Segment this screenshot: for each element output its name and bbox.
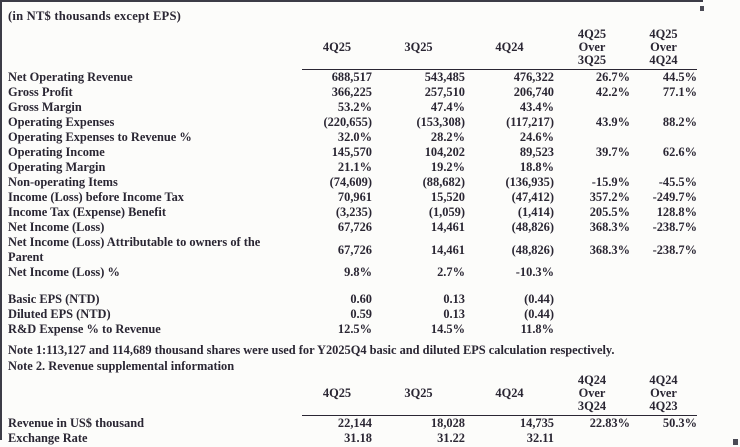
table1-value-cell: (47,412) xyxy=(511,190,554,204)
table1-row-label: Net Income (Loss) % xyxy=(8,265,120,279)
table1-row-label: Basic EPS (NTD) xyxy=(8,292,100,306)
table1-value-cell: 476,322 xyxy=(513,70,554,84)
table2-value-cell: 31.18 xyxy=(344,431,372,445)
revenue-supplemental-table xyxy=(8,374,740,446)
table1-value-cell: 15,520 xyxy=(430,190,465,204)
table1-col-header: 4Q25 Over 3Q25 xyxy=(554,28,630,70)
table1-row-label: Gross Margin xyxy=(8,100,82,114)
table2-col-header: 4Q24 Over 3Q24 xyxy=(554,374,630,416)
quarterly-results-table xyxy=(8,28,740,337)
table1-value-cell: 368.3% xyxy=(589,220,630,234)
table1-value-cell: 47.4% xyxy=(430,100,465,114)
table2-row-label: Exchange Rate xyxy=(8,431,88,445)
table1-row-label: Operating Income xyxy=(8,145,105,159)
table1-value-cell: 145,570 xyxy=(331,145,372,159)
table1-value-cell: 104,202 xyxy=(424,145,465,159)
table1-value-cell: 28.2% xyxy=(430,130,465,144)
table1-value-cell: 77.1% xyxy=(662,85,697,99)
table1-value-cell: -10.3% xyxy=(515,265,554,279)
table1-value-cell: 2.7% xyxy=(437,265,465,279)
table1-row-label: Gross Profit xyxy=(8,85,73,99)
table1-spacer-row xyxy=(8,280,740,292)
table1-row xyxy=(8,292,697,307)
table2-value-cell: 31.22 xyxy=(437,431,465,445)
table1-value-cell: 67,726 xyxy=(337,242,372,257)
table1-row xyxy=(8,205,697,220)
table1-value-cell: 42.2% xyxy=(595,85,630,99)
table1-row-label: Income (Loss) before Income Tax xyxy=(8,190,184,204)
table1-value-cell: 14,461 xyxy=(430,242,465,257)
table1-row-label: Operating Margin xyxy=(8,160,106,174)
table2-header-row xyxy=(8,374,697,416)
table1-row-label: R&D Expense % to Revenue xyxy=(8,322,161,336)
table2-col-header: 4Q24 Over 4Q23 xyxy=(630,374,697,416)
table2-col-header: 4Q25 xyxy=(302,374,372,416)
scan-artifact-mark xyxy=(733,439,738,445)
table1-value-cell: 14.5% xyxy=(430,322,465,336)
table2-value-cell: 22.83% xyxy=(589,416,630,430)
table1-row-label: Net Income (Loss) xyxy=(8,220,105,234)
table2-row-label: Revenue in US$ thousand xyxy=(8,416,144,430)
table1-header-row xyxy=(8,28,697,70)
table1-row-label: Operating Expenses xyxy=(8,115,115,129)
table2-value-cell: 32.11 xyxy=(526,431,554,445)
table2-value-cell: 50.3% xyxy=(662,416,697,430)
table1-value-cell: 18.8% xyxy=(519,160,554,174)
table1-row xyxy=(8,307,697,322)
table1-value-cell: 53.2% xyxy=(337,100,372,114)
table1-value-cell: -238.7% xyxy=(652,242,697,257)
table1-value-cell: (136,935) xyxy=(505,175,554,189)
table1-value-cell: 32.0% xyxy=(337,130,372,144)
table1-value-cell: 368.3% xyxy=(589,242,630,257)
table1-row xyxy=(8,145,697,160)
table1-row-label: Net Income (Loss) Attributable to owners of the Parent xyxy=(8,235,261,264)
table2-col-header: 4Q24 xyxy=(465,374,554,416)
footnotes xyxy=(8,343,740,374)
table1-row xyxy=(8,175,697,190)
table1-value-cell: 44.5% xyxy=(662,70,697,84)
table1-row xyxy=(8,130,697,145)
table1-value-cell: 688,517 xyxy=(331,70,372,84)
table1-value-cell: -45.5% xyxy=(658,175,697,189)
table1-value-cell: 205.5% xyxy=(589,205,630,219)
table1-col-header: 4Q25 Over 4Q24 xyxy=(630,28,697,70)
table1-value-cell: 70,961 xyxy=(337,190,372,204)
table1-value-cell: (1,414) xyxy=(517,205,554,219)
table1-value-cell: 9.8% xyxy=(344,265,372,279)
table1-value-cell: 543,485 xyxy=(424,70,465,84)
table2-header-label-spacer xyxy=(8,374,302,416)
table1-value-cell: 206,740 xyxy=(513,85,554,99)
table1-value-cell: 257,510 xyxy=(424,85,465,99)
table2-row xyxy=(8,431,697,446)
table1-row-label: Non-operating Items xyxy=(8,175,118,189)
table1-row xyxy=(8,220,697,235)
table1-value-cell: 24.6% xyxy=(519,130,554,144)
table1-header-label-spacer xyxy=(8,28,302,70)
table1-value-cell: 0.60 xyxy=(350,292,372,306)
table1-value-cell: 88.2% xyxy=(662,115,697,129)
table1-row xyxy=(8,100,697,115)
table1-value-cell: -238.7% xyxy=(652,220,697,234)
table1-value-cell: 39.7% xyxy=(595,145,630,159)
table1-row-label: Income Tax (Expense) Benefit xyxy=(8,205,166,219)
table1-row-label: Net Operating Revenue xyxy=(8,70,133,84)
table1-row xyxy=(8,85,697,100)
table1-row-label: Diluted EPS (NTD) xyxy=(8,307,111,321)
table1-value-cell: (48,826) xyxy=(511,242,554,257)
table1-value-cell: 62.6% xyxy=(662,145,697,159)
table1-value-cell: 43.9% xyxy=(595,115,630,129)
table1-value-cell: 67,726 xyxy=(337,220,372,234)
table1-value-cell: (0.44) xyxy=(524,292,554,306)
table1-value-cell: -249.7% xyxy=(652,190,697,204)
table1-value-cell: (3,235) xyxy=(335,205,372,219)
scan-edge-top-line xyxy=(0,0,703,2)
table1-col-header: 3Q25 xyxy=(372,28,465,70)
table1-value-cell: 14,461 xyxy=(430,220,465,234)
units-note: (in NT$ thousands except EPS) xyxy=(8,9,182,23)
table2-row xyxy=(8,416,697,431)
table1-row xyxy=(8,115,697,130)
table1-value-cell: (74,609) xyxy=(329,175,372,189)
note-2: Note 2. Revenue supplemental information xyxy=(8,358,235,373)
table1-value-cell: 128.8% xyxy=(656,205,697,219)
table1-value-cell: 43.4% xyxy=(519,100,554,114)
table1-row xyxy=(8,322,697,337)
table1-value-cell: (0.44) xyxy=(524,307,554,321)
table1-value-cell: 0.13 xyxy=(443,307,465,321)
table1-row xyxy=(8,235,697,265)
table2-value-cell: 18,028 xyxy=(430,416,465,430)
table1-value-cell: (88,682) xyxy=(422,175,465,189)
note-1: Note 1:113,127 and 114,689 thousand shares were used for Y2025Q4 basic and diluted EPS calculation respectively. xyxy=(8,343,615,357)
table1-col-header: 4Q25 xyxy=(302,28,372,70)
table1-row xyxy=(8,265,697,280)
table1-col-header: 4Q24 xyxy=(465,28,554,70)
table1-value-cell: 0.13 xyxy=(443,292,465,306)
table2-col-header: 3Q25 xyxy=(372,374,465,416)
table1-value-cell: (1,059) xyxy=(428,205,465,219)
table1-row xyxy=(8,70,697,85)
table1-value-cell: 26.7% xyxy=(595,70,630,84)
table1-value-cell: 357.2% xyxy=(589,190,630,204)
table2-value-cell: 14,735 xyxy=(519,416,554,430)
table1-value-cell: 89,523 xyxy=(519,145,554,159)
table1-value-cell: (48,826) xyxy=(511,220,554,234)
scan-artifact-mark xyxy=(700,6,704,11)
table2-value-cell: 22,144 xyxy=(337,416,372,430)
table1-row xyxy=(8,190,697,205)
scan-edge-left-line xyxy=(0,0,2,440)
table1-value-cell: 19.2% xyxy=(430,160,465,174)
table1-row xyxy=(8,160,697,175)
table1-value-cell: 21.1% xyxy=(337,160,372,174)
table1-value-cell: 12.5% xyxy=(337,322,372,336)
table1-value-cell: (117,217) xyxy=(506,115,554,129)
table1-row-label: Operating Expenses to Revenue % xyxy=(8,130,192,144)
table1-value-cell: (153,308) xyxy=(416,115,465,129)
table1-value-cell: 0.59 xyxy=(350,307,372,321)
table1-value-cell: -15.9% xyxy=(591,175,630,189)
table1-value-cell: (220,655) xyxy=(323,115,372,129)
table1-value-cell: 11.8% xyxy=(520,322,554,336)
table1-value-cell: 366,225 xyxy=(331,85,372,99)
